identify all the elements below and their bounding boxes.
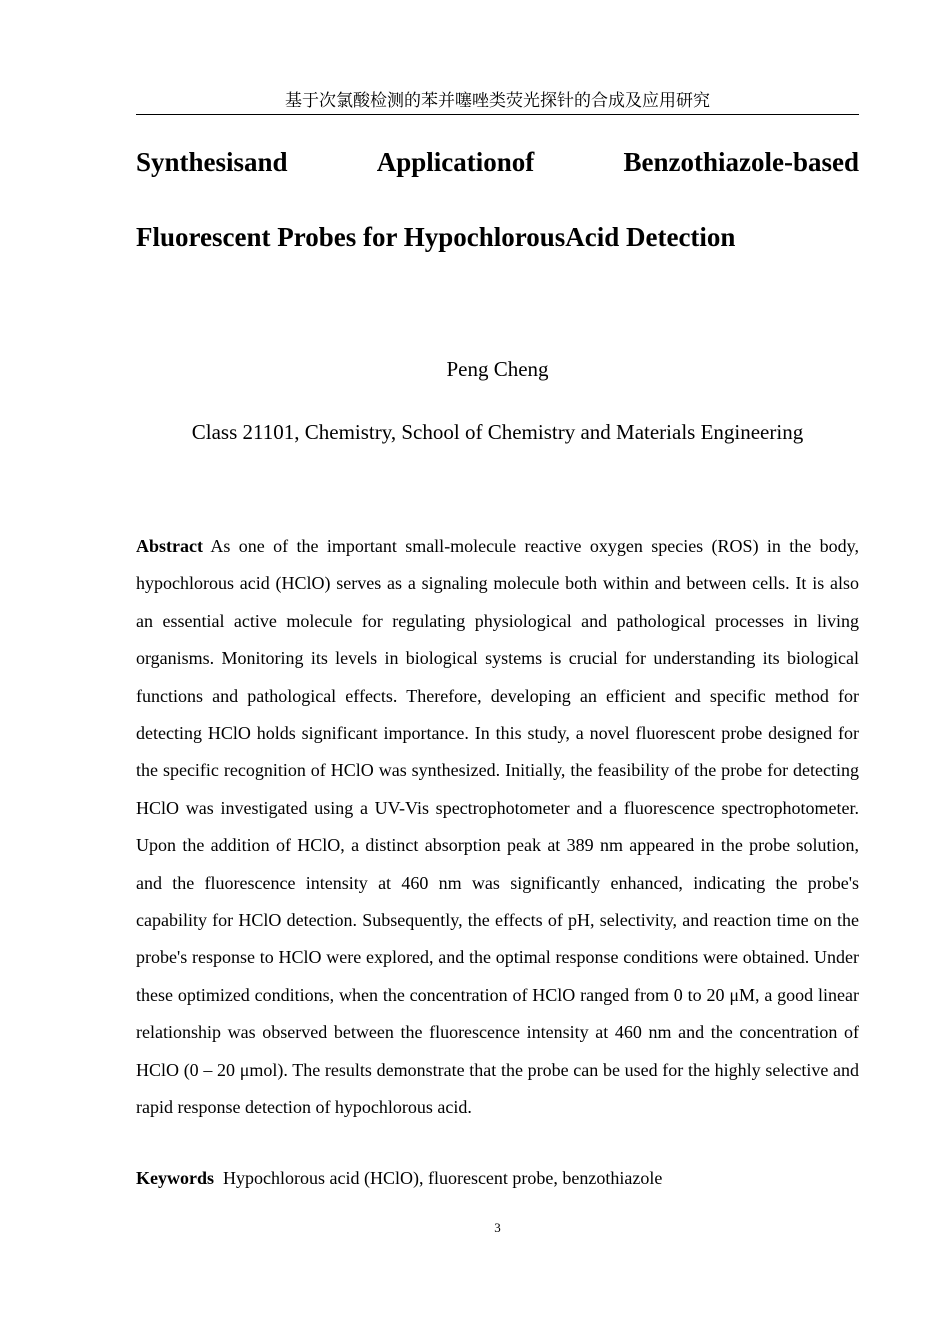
page-number: 3 <box>494 1220 501 1235</box>
paper-title-line-1 <box>136 145 859 179</box>
keywords-label: Keywords <box>136 1168 214 1188</box>
title-word: Applicationof <box>376 147 535 177</box>
paper-title-line-2: Fluorescent Probes for HypochlorousAcid Detection <box>136 222 736 252</box>
header-rule <box>136 114 859 115</box>
title-word: Synthesisand <box>136 147 288 177</box>
keywords <box>136 1164 859 1192</box>
abstract-label: Abstract <box>136 536 203 556</box>
abstract-text: As one of the important small-molecule reactive oxygen species (ROS) in the body, hypochlorous acid (HClO) serves as a signaling molecule both within and between cells. It is also an essential active molecule for regulating physiological and pathological processes in living organisms. Monitoring its levels in biological systems is crucial for understanding its biological functions and pathological effects. Therefore, developing an efficient and specific method for detecting HClO holds significant importance. In this study, a novel fluorescent probe designed for the specific recognition of HClO was synthesized. Initially, the feasibility of the probe for detecting HClO was investigated using a UV-Vis spectrophotometer and a fluorescence spectrophotometer. Upon the addition of HClO, a distinct absorption peak at 389 nm appeared in the probe solution, and the fluorescence intensity at 460 nm was significantly enhanced, indicating the probe's capability for HClO detection. Subsequently, the effects of pH, selectivity, and reaction time on the probe's response to HClO were explored, and the optimal response conditions were obtained. Under these optimized conditions, when the concentration of HClO ranged from 0 to 20 μM, a good linear relationship was observed between the fluorescence intensity at 460 nm and the concentration of HClO (0 – 20 μmol). The results demonstrate that the probe can be used for the highly selective and rapid response detection of hypochlorous acid. <box>136 536 859 1118</box>
abstract <box>136 528 859 1127</box>
author-affiliation: Class 21101, Chemistry, School of Chemistry and Materials Engineering <box>191 420 804 444</box>
running-header: 基于次氯酸检测的苯并噻唑类荧光探针的合成及应用研究 <box>285 91 710 111</box>
title-word: Benzothiazole-based <box>623 147 859 177</box>
keywords-text: Hypochlorous acid (HClO), fluorescent probe, benzothiazole <box>223 1168 663 1188</box>
author-name: Peng Cheng <box>446 357 549 381</box>
